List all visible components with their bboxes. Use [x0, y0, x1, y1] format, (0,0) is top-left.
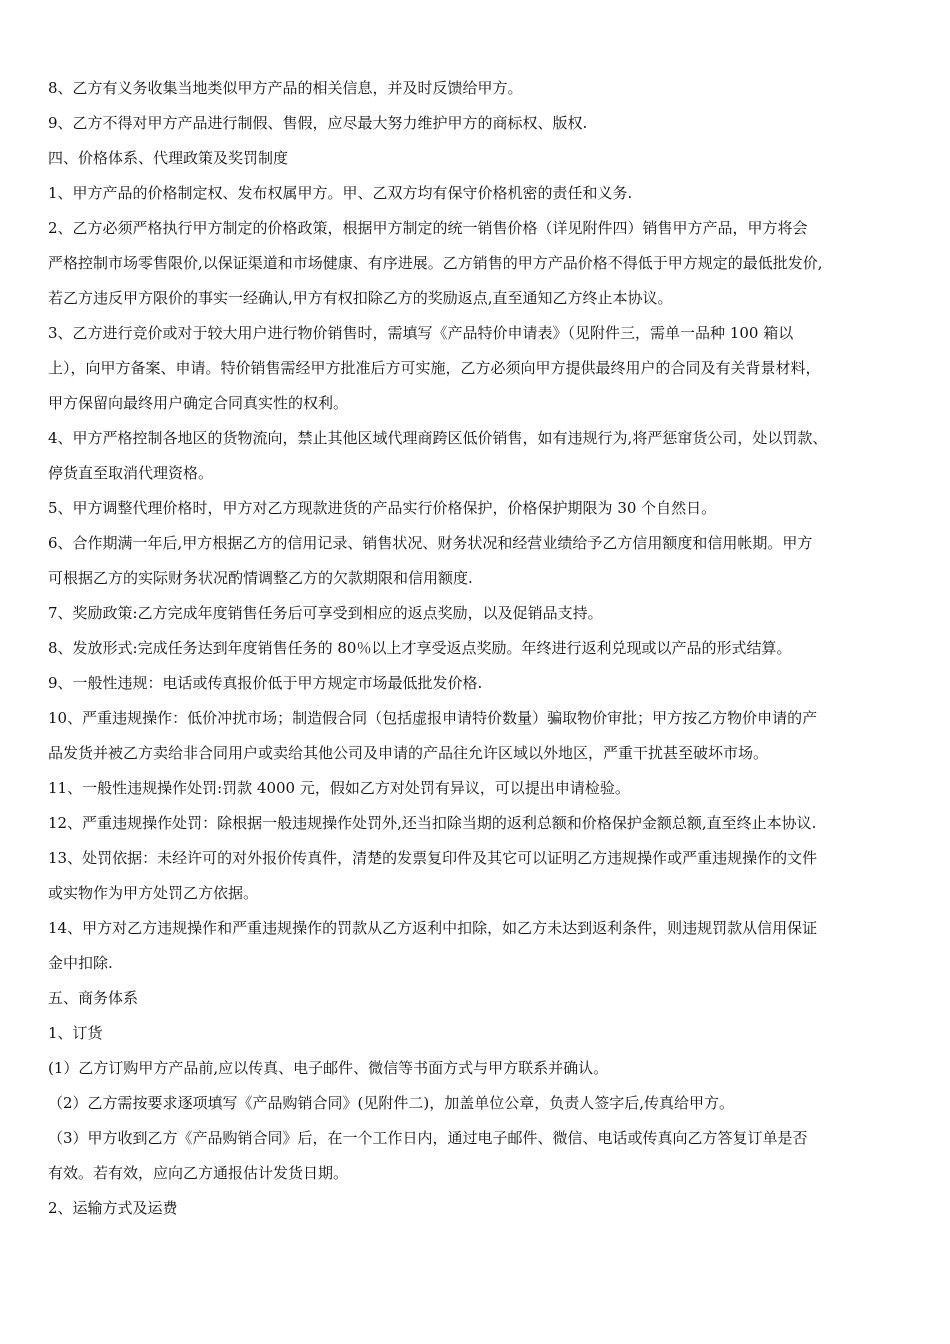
- text-line: 8、乙方有义务收集当地类似甲方产品的相关信息，并及时反馈给甲方。: [48, 79, 523, 97]
- text-line: 10、严重违规操作：低价冲扰市场；制造假合同（包括虚报申请特价数量）骗取物价审批；甲方按乙方物价申请的产: [48, 709, 818, 727]
- text-line: （3）甲方收到乙方《产品购销合同》后，在一个工作日内，通过电子邮件、微信、电话或传真向乙方答复订单是否: [48, 1129, 808, 1147]
- text-line: (1）乙方订购甲方产品前,应以传真、电子邮件、微信等书面方式与甲方联系并确认。: [48, 1059, 609, 1077]
- text-line: 1、甲方产品的价格制定权、发布权属甲方。甲、乙双方均有保守价格机密的责任和义务.: [48, 184, 633, 202]
- text-line: 上），向甲方备案、申请。特价销售需经甲方批准后方可实施，乙方必须向甲方提供最终用户的合同及有关背景材料，: [48, 359, 821, 377]
- text-line: 12、严重违规操作处罚：除根据一般违规操作处罚外,还当扣除当期的返利总额和价格保护金额总额,直至终止本协议.: [48, 814, 817, 832]
- text-line: 11、一般性违规操作处罚:罚款 4000 元，假如乙方对处罚有异议，可以提出申请检验。: [48, 779, 630, 797]
- text-line: （2）乙方需按要求逐项填写《产品购销合同》(见附件二)，加盖单位公章，负责人签字后,传真给甲方。: [48, 1094, 735, 1112]
- section-heading: 五、商务体系: [48, 989, 139, 1007]
- text-line: 或实物作为甲方处罚乙方依据。: [48, 884, 259, 902]
- text-line: 停货直至取消代理资格。: [48, 464, 214, 482]
- text-line: 9、一般性违规：电话或传真报价低于甲方规定市场最低批发价格.: [48, 674, 483, 692]
- text-line: 14、甲方对乙方违规操作和严重违规操作的罚款从乙方返利中扣除，如乙方未达到返利条件，则违规罚款从信用保证: [48, 919, 818, 937]
- text-line: 甲方保留向最终用户确定合同真实性的权利。: [48, 394, 349, 412]
- text-line: 2、乙方必须严格执行甲方制定的价格政策，根据甲方制定的统一销售价格（详见附件四）销售甲方产品，甲方将会: [48, 219, 808, 237]
- text-line: 可根据乙方的实际财务状况酌情调整乙方的欠款期限和信用额度.: [48, 569, 473, 587]
- text-line: 8、发放形式:完成任务达到年度销售任务的 80％以上才享受返点奖励。年终进行返利兑现或以产品的形式结算。: [48, 639, 792, 657]
- text-line: 7、奖励政策:乙方完成年度销售任务后可享受到相应的返点奖励，以及促销品支持。: [48, 604, 603, 622]
- subsection-heading: 1、订货: [48, 1024, 103, 1042]
- document-body: [48, 77, 910, 1220]
- text-line: 9、乙方不得对甲方产品进行制假、售假，应尽最大努力维护甲方的商标权、版权.: [48, 114, 588, 132]
- section-heading: 四、价格体系、代理政策及奖罚制度: [48, 149, 289, 167]
- subsection-heading: 2、运输方式及运费: [48, 1199, 178, 1217]
- text-line: 6、合作期满一年后,甲方根据乙方的信用记录、销售状况、财务状况和经营业绩给予乙方信用额度和信用帐期。甲方: [48, 534, 813, 552]
- text-line: 若乙方违反甲方限价的事实一经确认,甲方有权扣除乙方的奖励返点,直至通知乙方终止本协议。: [48, 289, 673, 307]
- text-line: 有效。若有效，应向乙方通报估计发货日期。: [48, 1164, 349, 1182]
- text-line: 13、处罚依据：未经许可的对外报价传真件，清楚的发票复印件及其它可以证明乙方违规操作或严重违规操作的文件: [48, 849, 818, 867]
- text-line: 3、乙方进行竞价或对于较大用户进行物价销售时，需填写《产品特价申请表》（见附件三，需单一品种 100 箱以: [48, 324, 794, 342]
- text-line: 4、甲方严格控制各地区的货物流向，禁止其他区域代理商跨区低价销售，如有违规行为,将严惩窜货公司，处以罚款、: [48, 429, 828, 447]
- text-line: 严格控制市场零售限价,以保证渠道和市场健康、有序进展。乙方销售的甲方产品价格不得低于甲方规定的最低批发价,: [48, 254, 823, 272]
- text-line: 品发货并被乙方卖给非合同用户或卖给其他公司及申请的产品往允许区域以外地区，严重干扰甚至破坏市场。: [48, 744, 769, 762]
- text-line: 5、甲方调整代理价格时，甲方对乙方现款进货的产品实行价格保护，价格保护期限为 30 个自然日。: [48, 499, 717, 517]
- text-line: 金中扣除.: [48, 954, 113, 972]
